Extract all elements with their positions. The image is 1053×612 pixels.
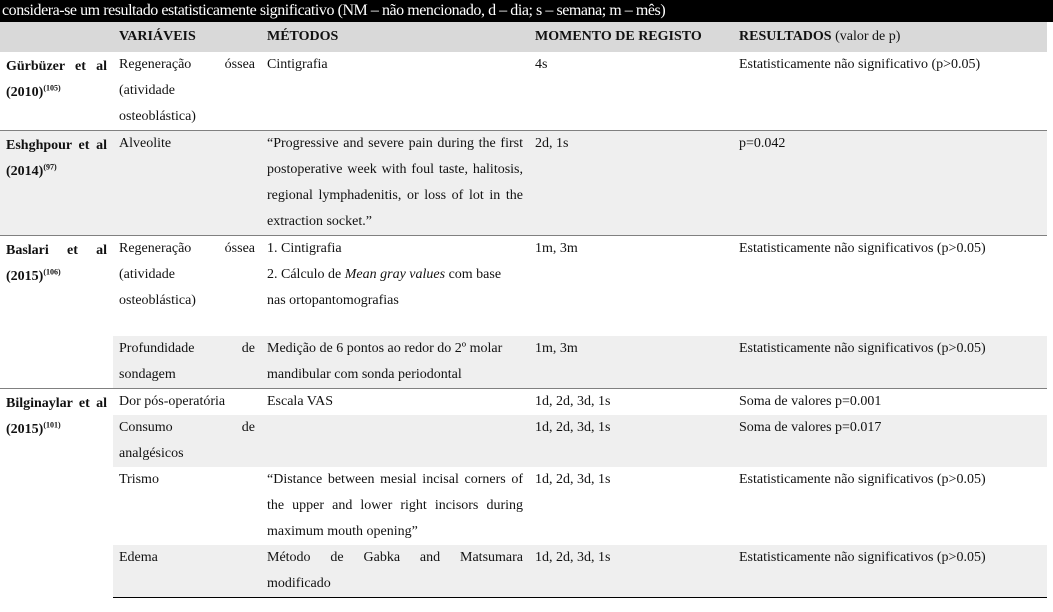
results-table [0, 22, 1047, 598]
timepoint-cell: 1d, 2d, 3d, 1s [529, 415, 733, 467]
timepoint-cell: 1d, 2d, 3d, 1s [529, 545, 733, 598]
result-cell: Estatisticamente não significativos (p>0.05) [733, 336, 1047, 389]
table-row [0, 389, 1047, 416]
result-cell: p=0.042 [733, 131, 1047, 236]
variable-cell: Dor pós-operatória [113, 389, 261, 416]
study-cell: Gürbüzer et al $(2010)^{(105)}$ [6, 59, 107, 100]
reference-number: (97) [43, 162, 57, 172]
table-row [0, 545, 1047, 598]
method-cell: “Progressive and severe pain during the first postoperative week with foul taste, halitosis, regional lymphadenitis, or loss of lot in the extraction socket.” [261, 131, 529, 236]
study-cell: Baslari et al $(2015)^{(106)}$ [0, 236, 113, 389]
method-cell: Cintigrafia [267, 57, 328, 72]
method-cell: Medição de 6 pontos ao redor do 2º molar mandibular com sonda periodontal [261, 336, 529, 389]
table-row [0, 467, 1047, 545]
timepoint-cell: 1d, 2d, 3d, 1s [535, 472, 611, 487]
table-row [0, 336, 1047, 389]
result-cell: Estatisticamente não significativos (p>0.05) [733, 545, 1047, 598]
result-cell: Estatisticamente não significativos (p>0.05) [739, 472, 986, 487]
reference-number: (101) [43, 420, 61, 430]
timepoint-cell: 1d, 2d, 3d, 1s [529, 389, 733, 416]
result-cell: Soma de valores p=0.001 [733, 389, 1047, 416]
variable-cell: Consumo de analgésicos [113, 415, 261, 467]
reference-number: (105) [43, 83, 61, 93]
method-item: 1. Cintigrafia [267, 241, 342, 256]
method-cell [261, 415, 529, 467]
header-resultados-note: (valor de p) [835, 29, 901, 44]
header-momento: MOMENTO DE REGISTO [529, 22, 733, 52]
study-cell: Bilginaylar et al $(2015)^{(101)}$ [0, 389, 113, 598]
method-item: 2. Cálculo de Mean gray values com base nas ortopantomografias [267, 267, 502, 308]
variable-cell: Alveolite [113, 131, 261, 236]
variable-cell: Profundidade de sondagem [113, 336, 261, 389]
header-row [0, 22, 1047, 52]
result-cell: Estatisticamente não significativo (p>0.05) [739, 57, 981, 72]
table-row [0, 415, 1047, 467]
result-cell: Soma de valores p=0.017 [733, 415, 1047, 467]
method-cell: “Distance between mesial incisal corners of the upper and lower right incisors during maximum mouth opening” [267, 472, 523, 539]
timepoint-cell: 4s [535, 57, 548, 72]
table-caption: considera-se um resultado estatisticamente significativo (NM – não mencionado, d – dia; s – semana; m – mês) [0, 0, 1053, 22]
method-cell: Método de Gabka and Matsumara modificado [261, 545, 529, 598]
header-resultados-label: RESULTADOS [739, 29, 832, 44]
header-metodos: MÉTODOS [261, 22, 529, 52]
table-row [0, 236, 1047, 337]
variable-cell: Edema [113, 545, 261, 598]
method-cell [261, 236, 529, 337]
reference-number: (106) [43, 267, 61, 277]
timepoint-cell: 1m, 3m [529, 336, 733, 389]
variable-cell: Regeneração óssea (atividade osteoblástica) [113, 236, 261, 337]
variable-cell: Trismo [119, 472, 159, 487]
timepoint-cell: 2d, 1s [529, 131, 733, 236]
table-row [0, 52, 1047, 131]
result-cell: Estatisticamente não significativos (p>0.05) [733, 236, 1047, 337]
variable-cell: Regeneração óssea (atividade osteoblástica) [119, 57, 255, 124]
table-row [0, 131, 1047, 236]
timepoint-cell: 1m, 3m [529, 236, 733, 337]
header-resultados [733, 22, 1047, 52]
header-variaveis: VARIÁVEIS [113, 22, 261, 52]
header-study [0, 22, 113, 52]
study-cell: Eshghpour et al $(2014)^{(97)}$ [0, 131, 113, 236]
method-cell: Escala VAS [261, 389, 529, 416]
